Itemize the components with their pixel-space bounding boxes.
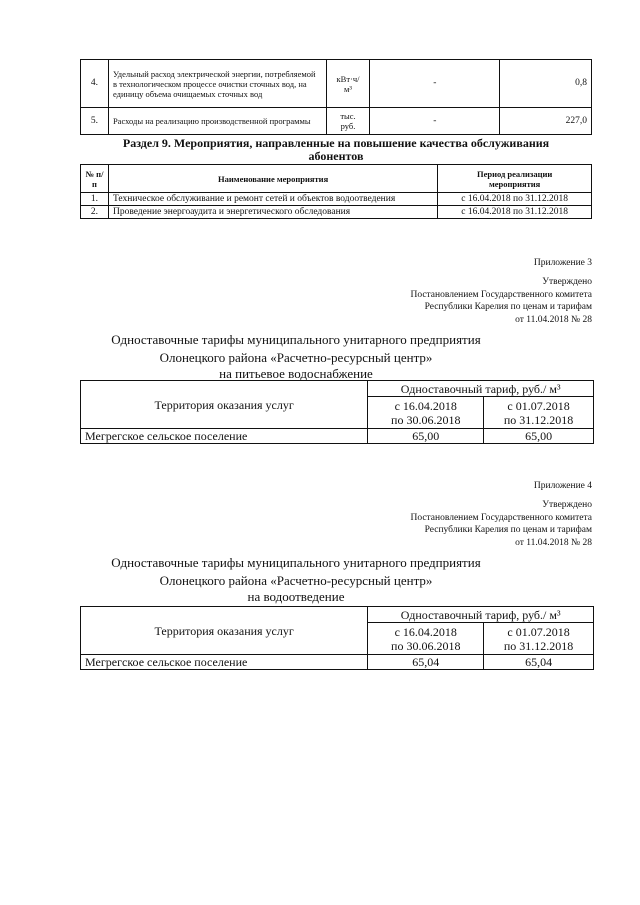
title-line: Олонецкого района «Расчетно-ресурсный центр» (159, 573, 433, 588)
table-header-row (81, 381, 594, 397)
tariff-value: 65,00 (368, 429, 484, 444)
territory-name: Мегрегское сельское поселение (81, 429, 368, 444)
indicators-table (80, 59, 592, 135)
column-header-tariff: Одноставочный тариф, руб./ м³ (368, 607, 594, 623)
plan-value: 227,0 (500, 108, 592, 135)
period-line: с 16.04.2018 (394, 624, 457, 639)
title-line: Одноставочные тарифы муниципального унитарного предприятия (111, 555, 481, 570)
column-header-territory: Территория оказания услуг (81, 381, 368, 429)
title-line: на питьевое водоснабжение (219, 366, 373, 381)
tariff-title (80, 332, 512, 382)
approval-block (340, 276, 592, 326)
approval-block (340, 499, 592, 549)
measure-name: Проведение энергоаудита и энергетического обследования (108, 206, 437, 219)
table-row (81, 206, 592, 219)
period-line: с 01.07.2018 (507, 398, 570, 413)
period-header (368, 623, 484, 655)
indicator-name: Удельный расход электрической энергии, потребляемой в технологическом процессе очистки сточных вод, на единицу объема очищаемых сточных вод (108, 60, 326, 108)
indicator-unit (326, 108, 370, 135)
unit-line: тыс. (340, 111, 356, 121)
approval-line: Постановлением Государственного комитета (410, 289, 592, 300)
row-number: 5. (81, 108, 109, 135)
table-row (81, 429, 594, 444)
measure-period: с 16.04.2018 по 31.12.2018 (438, 193, 592, 206)
title-line: на водоотведение (247, 589, 345, 604)
measures-table (80, 164, 592, 219)
period-header (368, 397, 484, 429)
section-heading (80, 137, 592, 163)
water-supply-tariff-table (80, 380, 594, 444)
approval-line: от 11.04.2018 № 28 (515, 314, 592, 325)
table-row (81, 108, 592, 135)
table-header-row (81, 607, 594, 623)
period-line: по 30.06.2018 (391, 412, 461, 427)
column-header-period (438, 165, 592, 193)
section-heading-line: Раздел 9. Мероприятия, направленные на повышение качества обслуживания (122, 136, 550, 150)
tariff-value: 65,04 (484, 655, 594, 670)
title-line: Олонецкого района «Расчетно-ресурсный центр» (159, 350, 433, 365)
territory-name: Мегрегское сельское поселение (81, 655, 368, 670)
table-row (81, 60, 592, 108)
table-row (81, 655, 594, 670)
period-line: с 16.04.2018 (394, 398, 457, 413)
column-header-territory: Территория оказания услуг (81, 607, 368, 655)
period-line: по 31.12.2018 (503, 638, 574, 653)
base-value: - (370, 60, 500, 108)
tariff-value: 65,04 (368, 655, 484, 670)
base-value: - (370, 108, 500, 135)
title-line: Одноставочные тарифы муниципального унитарного предприятия (111, 332, 481, 347)
wastewater-tariff-table (80, 606, 594, 670)
period-line: по 31.12.2018 (503, 412, 574, 427)
approval-line: Республики Карелия по ценам и тарифам (424, 525, 592, 535)
approval-line: Утверждено (542, 500, 592, 510)
measure-period: с 16.04.2018 по 31.12.2018 (438, 206, 592, 219)
plan-value: 0,8 (500, 60, 592, 108)
row-number: 2. (81, 206, 109, 219)
appendix4-label: Приложение 4 (533, 481, 592, 491)
approval-line: Утверждено (542, 277, 592, 287)
tariff-title (80, 555, 512, 605)
column-header-number: № п/п (81, 165, 109, 193)
row-number: 4. (81, 60, 109, 108)
indicator-unit (326, 60, 370, 108)
period-header-line: Период реализации (476, 168, 553, 179)
period-header (484, 623, 594, 655)
table-header-row (81, 165, 592, 193)
indicator-name: Расходы на реализацию производственной программы (108, 108, 326, 135)
appendix3-label: Приложение 3 (533, 258, 592, 268)
unit-line: руб. (340, 121, 356, 131)
approval-line: Республики Карелия по ценам и тарифам (424, 302, 592, 312)
approval-line: Постановлением Государственного комитета (410, 512, 592, 523)
table-row (81, 193, 592, 206)
period-line: по 30.06.2018 (391, 638, 461, 653)
measure-name: Техническое обслуживание и ремонт сетей и объектов водоотведения (108, 193, 437, 206)
column-header-name: Наименование мероприятия (108, 165, 437, 193)
approval-line: от 11.04.2018 № 28 (515, 537, 592, 548)
period-header (484, 397, 594, 429)
row-number: 1. (81, 193, 109, 206)
unit-line: кВт·ч/ (336, 73, 360, 84)
column-header-tariff: Одноставочный тариф, руб./ м³ (368, 381, 594, 397)
period-line: с 01.07.2018 (507, 624, 570, 639)
unit-line: м³ (344, 83, 352, 94)
tariff-value: 65,00 (484, 429, 594, 444)
period-header-line: мероприятия (488, 178, 541, 189)
section-heading-line: абонентов (308, 149, 364, 163)
